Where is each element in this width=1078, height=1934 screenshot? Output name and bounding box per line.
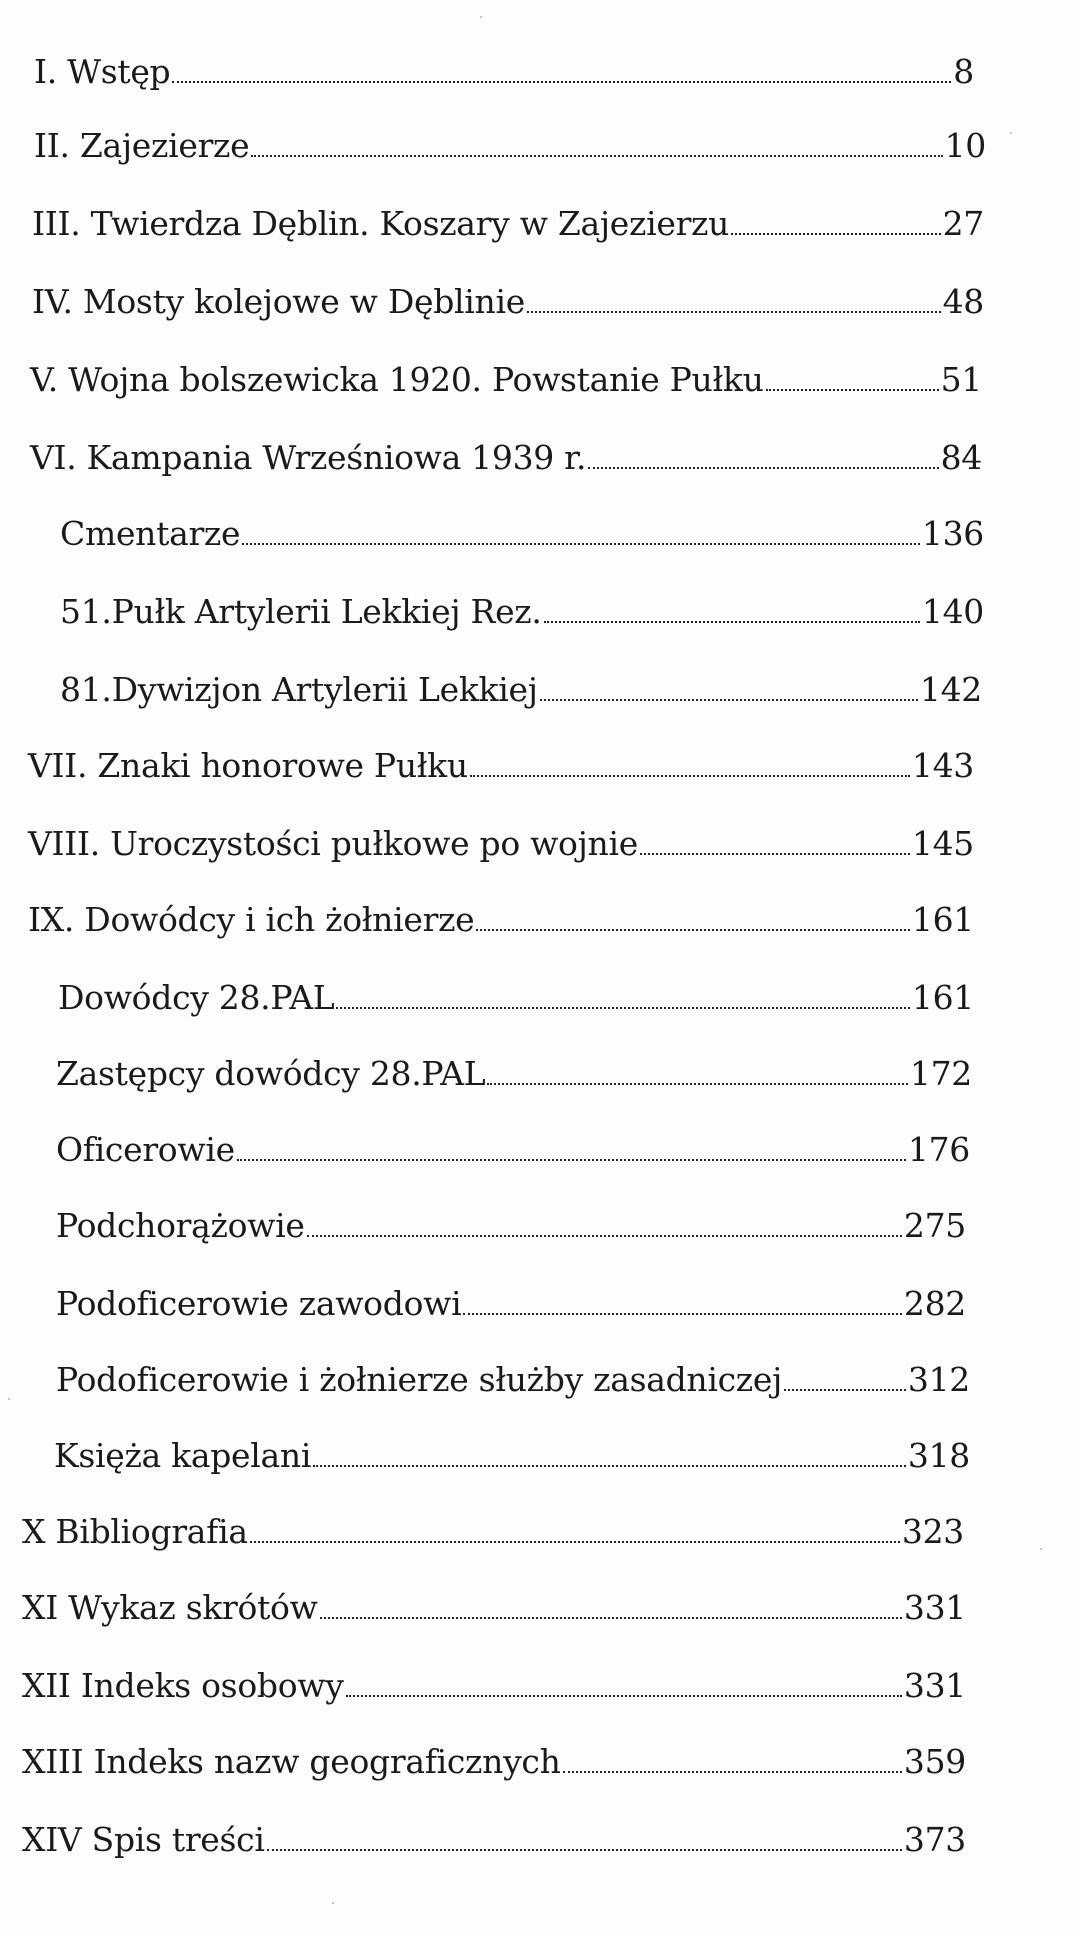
toc-dot-leader	[544, 621, 920, 623]
toc-dot-leader	[527, 311, 941, 313]
toc-entry-title: Podchorążowie	[56, 1206, 305, 1245]
toc-entry-page: 161	[911, 900, 974, 939]
toc-entry	[32, 282, 984, 322]
toc-entry-title: IX. Dowódcy i ich żołnierze	[28, 900, 475, 939]
toc-dot-leader	[784, 1389, 906, 1391]
toc-entry-page: 51	[940, 360, 982, 399]
toc-entry-title: VI. Kampania Wrześniowa 1939 r.	[30, 438, 587, 477]
toc-entry-title: X Bibliografia	[22, 1512, 248, 1551]
toc-entry-title: 51.Pułk Artylerii Lekkiej Rez.	[60, 592, 542, 631]
toc-entry-page: 48	[942, 282, 984, 321]
toc-dot-leader	[470, 775, 910, 777]
toc-entry	[22, 1820, 966, 1860]
toc-entry-page: 282	[903, 1284, 966, 1323]
toc-entry-page: 359	[903, 1742, 966, 1781]
toc-dot-leader	[336, 1007, 910, 1009]
toc-dot-leader	[463, 1313, 902, 1315]
toc-dot-leader	[540, 699, 918, 701]
toc-subentry	[56, 1360, 970, 1400]
toc-dot-leader	[307, 1235, 902, 1237]
toc-entry-page: 27	[942, 204, 984, 243]
toc-dot-leader	[588, 467, 938, 469]
toc-entry-page: 331	[903, 1588, 966, 1627]
toc-subentry	[56, 1130, 970, 1170]
toc-subentry	[56, 1284, 966, 1324]
toc-entry-title: 81.Dywizjon Artylerii Lekkiej	[60, 670, 538, 709]
toc-entry-page: 176	[907, 1130, 970, 1169]
toc-entry	[28, 746, 974, 786]
toc-dot-leader	[267, 1849, 902, 1851]
toc-entry	[30, 438, 982, 478]
scan-speck	[480, 16, 482, 18]
toc-entry-page: 142	[919, 670, 982, 709]
toc-dot-leader	[320, 1617, 902, 1619]
toc-entry-page: 331	[903, 1666, 966, 1705]
toc-entry	[34, 52, 974, 92]
toc-entry	[34, 126, 986, 166]
toc-entry-title: Zastępcy dowódcy 28.PAL	[56, 1054, 486, 1093]
toc-entry-title: Cmentarze	[60, 514, 241, 553]
toc-entry-title: VII. Znaki honorowe Pułku	[28, 746, 468, 785]
toc-subentry	[56, 1054, 972, 1094]
toc-entry-title: XIII Indeks nazw geograficznych	[22, 1742, 561, 1781]
toc-subentry	[54, 1436, 970, 1476]
toc-dot-leader	[563, 1771, 902, 1773]
toc-entry	[22, 1512, 964, 1552]
toc-entry-page: 323	[901, 1512, 964, 1551]
toc-dot-leader	[251, 155, 942, 157]
toc-dot-leader	[346, 1695, 902, 1697]
toc-entry-page: 145	[911, 824, 974, 863]
toc-dot-leader	[237, 1159, 906, 1161]
toc-dot-leader	[766, 389, 939, 391]
toc-subentry	[60, 670, 982, 710]
toc-entry	[30, 360, 982, 400]
scan-speck	[332, 1902, 334, 1904]
toc-entry-page: 373	[903, 1820, 966, 1859]
toc-subentry	[56, 1206, 966, 1246]
toc-dot-leader	[172, 81, 951, 83]
toc-subentry	[60, 592, 984, 632]
toc-entry-page: 161	[911, 978, 974, 1017]
toc-entry	[32, 204, 984, 244]
toc-dot-leader	[487, 1083, 907, 1085]
toc-entry-title: II. Zajezierze	[34, 126, 250, 165]
toc-dot-leader	[250, 1541, 900, 1543]
toc-entry-title: IV. Mosty kolejowe w Dęblinie	[32, 282, 525, 321]
toc-entry-title: XIV Spis treści	[22, 1820, 265, 1859]
scan-speck	[1040, 1548, 1042, 1550]
toc-entry-page: 172	[909, 1054, 972, 1093]
toc-entry	[28, 900, 974, 940]
toc-dot-leader	[313, 1465, 906, 1467]
toc-entry-title: Podoficerowie zawodowi	[56, 1284, 462, 1323]
toc-entry-title: III. Twierdza Dęblin. Koszary w Zajezierzu	[32, 204, 730, 243]
toc-subentry	[58, 978, 974, 1018]
toc-entry-page: 136	[921, 514, 984, 553]
toc-entry-title: Księża kapelani	[54, 1436, 312, 1475]
toc-entry-title: VIII. Uroczystości pułkowe po wojnie	[28, 824, 638, 863]
toc-entry-page: 140	[921, 592, 984, 631]
toc-entry-title: XI Wykaz skrótów	[22, 1588, 318, 1627]
toc-entry-page: 143	[911, 746, 974, 785]
toc-entry-page: 318	[907, 1436, 970, 1475]
toc-entry	[22, 1666, 966, 1706]
toc-entry-title: Oficerowie	[56, 1130, 235, 1169]
toc-entry	[22, 1588, 966, 1628]
toc-entry	[28, 824, 974, 864]
toc-entry-page: 8	[953, 52, 974, 91]
toc-entry-title: Dowódcy 28.PAL	[58, 978, 335, 1017]
toc-entry-title: V. Wojna bolszewicka 1920. Powstanie Pułku	[30, 360, 764, 399]
toc-dot-leader	[476, 929, 910, 931]
toc-entry-title: I. Wstęp	[34, 52, 171, 91]
toc-entry-title: XII Indeks osobowy	[22, 1666, 344, 1705]
toc-entry	[22, 1742, 966, 1782]
toc-entry-page: 275	[903, 1206, 966, 1245]
toc-subentry	[60, 514, 984, 554]
toc-entry-page: 10	[944, 126, 986, 165]
toc-dot-leader	[640, 853, 910, 855]
scan-speck	[1010, 132, 1012, 134]
toc-entry-title: Podoficerowie i żołnierze służby zasadniczej	[56, 1360, 783, 1399]
toc-entry-page: 84	[940, 438, 982, 477]
toc-dot-leader	[242, 543, 920, 545]
scan-speck	[8, 1398, 10, 1400]
toc-dot-leader	[731, 233, 941, 235]
toc-entry-page: 312	[907, 1360, 970, 1399]
